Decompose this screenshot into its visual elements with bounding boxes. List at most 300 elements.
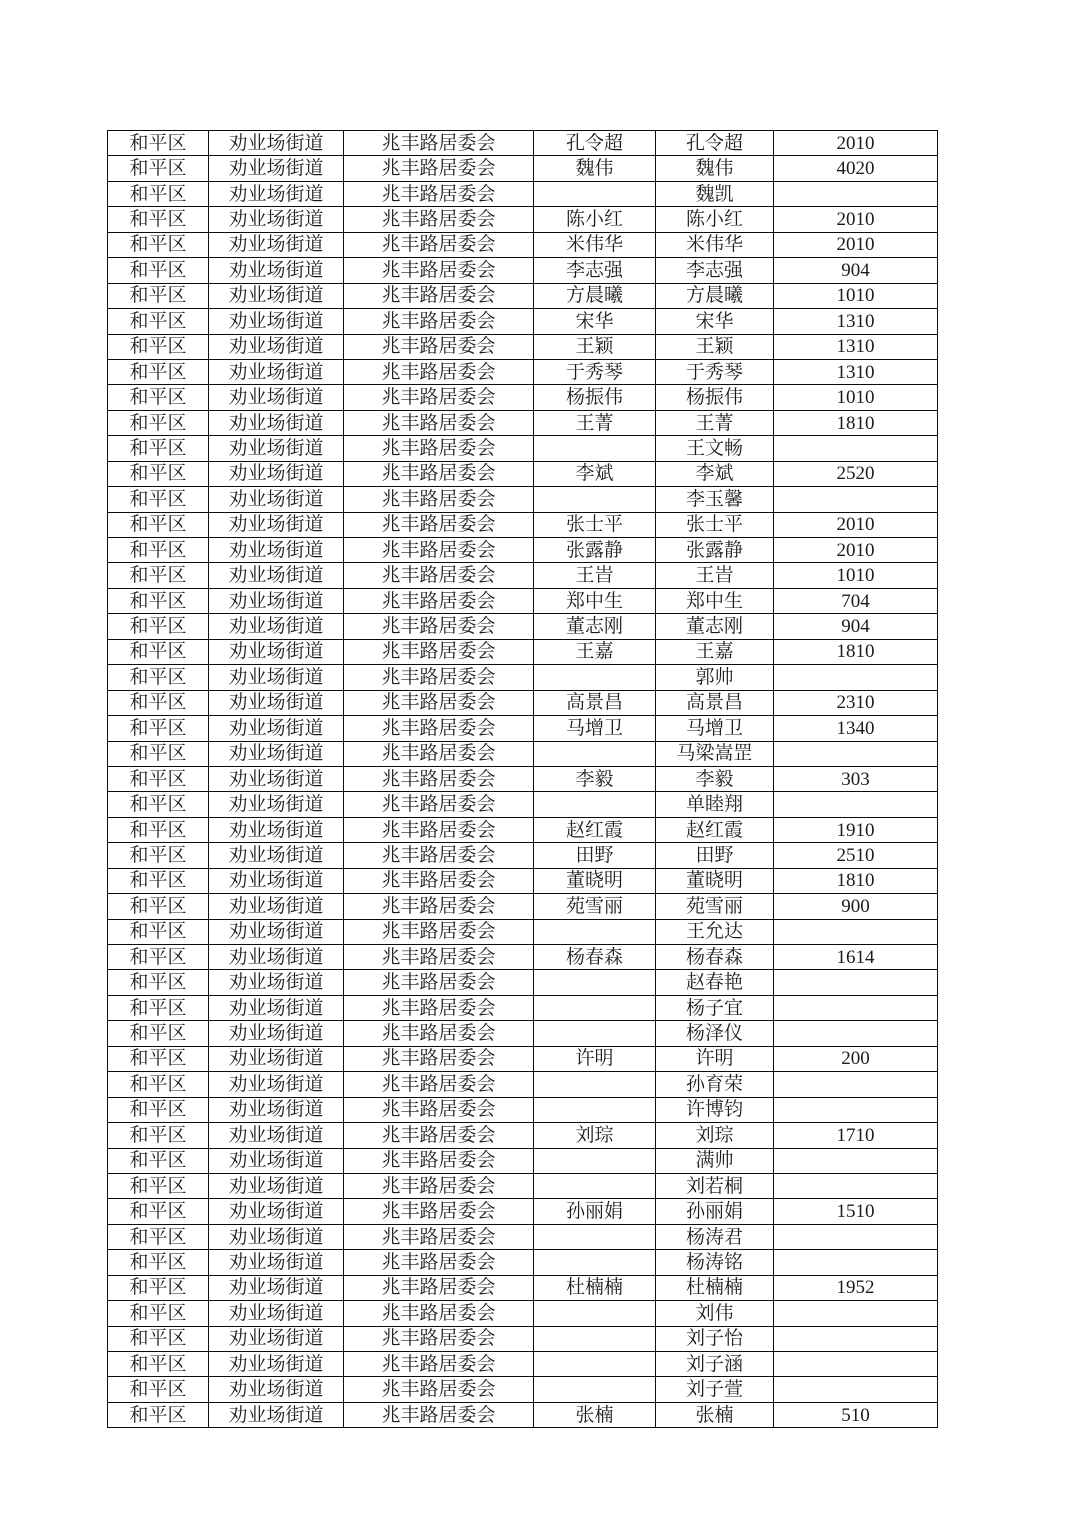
table-row <box>108 817 938 842</box>
table-row <box>108 385 938 410</box>
cell-committee: 兆丰路居委会 <box>344 156 534 181</box>
cell-name: 王颖 <box>534 334 656 359</box>
cell-street: 劝业场街道 <box>209 588 344 613</box>
cell-street: 劝业场街道 <box>209 131 344 156</box>
cell-street: 劝业场街道 <box>209 283 344 308</box>
cell-street: 劝业场街道 <box>209 1123 344 1148</box>
table-row <box>108 181 938 206</box>
cell-amount <box>774 1377 938 1402</box>
cell-committee: 兆丰路居委会 <box>344 614 534 639</box>
table-row <box>108 1021 938 1046</box>
cell-amount: 2010 <box>774 131 938 156</box>
cell-amount: 2520 <box>774 461 938 486</box>
cell-name-confirm: 王旹 <box>656 563 774 588</box>
table-row <box>108 995 938 1020</box>
cell-street: 劝业场街道 <box>209 995 344 1020</box>
cell-committee: 兆丰路居委会 <box>344 843 534 868</box>
cell-district: 和平区 <box>108 385 209 410</box>
cell-committee: 兆丰路居委会 <box>344 1046 534 1071</box>
cell-district: 和平区 <box>108 970 209 995</box>
cell-amount <box>774 970 938 995</box>
table-row <box>108 1224 938 1249</box>
cell-street: 劝业场街道 <box>209 1199 344 1224</box>
cell-district: 和平区 <box>108 614 209 639</box>
cell-name-confirm: 于秀琴 <box>656 359 774 384</box>
cell-district: 和平区 <box>108 665 209 690</box>
cell-street: 劝业场街道 <box>209 461 344 486</box>
cell-district: 和平区 <box>108 410 209 435</box>
cell-name-confirm: 方晨曦 <box>656 283 774 308</box>
cell-district: 和平区 <box>108 919 209 944</box>
cell-amount <box>774 1072 938 1097</box>
cell-committee: 兆丰路居委会 <box>344 1199 534 1224</box>
cell-street: 劝业场街道 <box>209 766 344 791</box>
table-row <box>108 868 938 893</box>
cell-committee: 兆丰路居委会 <box>344 131 534 156</box>
cell-amount <box>774 995 938 1020</box>
cell-district: 和平区 <box>108 309 209 334</box>
cell-street: 劝业场街道 <box>209 817 344 842</box>
table-row <box>108 410 938 435</box>
cell-district: 和平区 <box>108 766 209 791</box>
cell-name-confirm: 王菁 <box>656 410 774 435</box>
cell-district: 和平区 <box>108 258 209 283</box>
cell-street: 劝业场街道 <box>209 1224 344 1249</box>
cell-amount <box>774 1021 938 1046</box>
cell-street: 劝业场街道 <box>209 512 344 537</box>
cell-name: 张士平 <box>534 512 656 537</box>
cell-amount <box>774 1352 938 1377</box>
cell-street: 劝业场街道 <box>209 1275 344 1300</box>
cell-name-confirm: 苑雪丽 <box>656 894 774 919</box>
cell-name-confirm: 陈小红 <box>656 207 774 232</box>
cell-street: 劝业场街道 <box>209 945 344 970</box>
table-row <box>108 1148 938 1173</box>
cell-street: 劝业场街道 <box>209 792 344 817</box>
cell-amount: 904 <box>774 614 938 639</box>
cell-committee: 兆丰路居委会 <box>344 359 534 384</box>
cell-committee: 兆丰路居委会 <box>344 1301 534 1326</box>
table-row <box>108 639 938 664</box>
table-row <box>108 588 938 613</box>
table-row <box>108 665 938 690</box>
cell-amount: 1952 <box>774 1275 938 1300</box>
cell-name-confirm: 董晓明 <box>656 868 774 893</box>
table-row <box>108 1097 938 1122</box>
cell-street: 劝业场街道 <box>209 156 344 181</box>
cell-amount: 1310 <box>774 334 938 359</box>
cell-district: 和平区 <box>108 1021 209 1046</box>
cell-name-confirm: 单睦翔 <box>656 792 774 817</box>
table-row <box>108 232 938 257</box>
table-row <box>108 1046 938 1071</box>
cell-name-confirm: 张士平 <box>656 512 774 537</box>
cell-committee: 兆丰路居委会 <box>344 461 534 486</box>
cell-street: 劝业场街道 <box>209 639 344 664</box>
cell-name: 于秀琴 <box>534 359 656 384</box>
cell-district: 和平区 <box>108 792 209 817</box>
cell-name-confirm: 杨泽仪 <box>656 1021 774 1046</box>
cell-street: 劝业场街道 <box>209 359 344 384</box>
cell-name <box>534 1148 656 1173</box>
cell-name-confirm: 刘若桐 <box>656 1173 774 1198</box>
cell-name: 张楠 <box>534 1402 656 1427</box>
cell-name <box>534 1097 656 1122</box>
table-row <box>108 436 938 461</box>
cell-amount: 704 <box>774 588 938 613</box>
cell-committee: 兆丰路居委会 <box>344 538 534 563</box>
cell-name <box>534 919 656 944</box>
cell-committee: 兆丰路居委会 <box>344 665 534 690</box>
cell-name-confirm: 王允达 <box>656 919 774 944</box>
cell-name: 方晨曦 <box>534 283 656 308</box>
cell-committee: 兆丰路居委会 <box>344 690 534 715</box>
cell-district: 和平区 <box>108 1352 209 1377</box>
cell-street: 劝业场街道 <box>209 919 344 944</box>
cell-name: 董志刚 <box>534 614 656 639</box>
cell-district: 和平区 <box>108 1402 209 1427</box>
cell-name-confirm: 满帅 <box>656 1148 774 1173</box>
cell-name-confirm: 王文畅 <box>656 436 774 461</box>
table-row <box>108 359 938 384</box>
cell-district: 和平区 <box>108 1072 209 1097</box>
cell-name <box>534 487 656 512</box>
cell-name: 张露静 <box>534 538 656 563</box>
cell-street: 劝业场街道 <box>209 665 344 690</box>
table-row <box>108 334 938 359</box>
cell-name-confirm: 马增卫 <box>656 716 774 741</box>
cell-district: 和平区 <box>108 283 209 308</box>
cell-name <box>534 436 656 461</box>
cell-name: 王旹 <box>534 563 656 588</box>
cell-street: 劝业场街道 <box>209 894 344 919</box>
table-row <box>108 1326 938 1351</box>
cell-name: 李斌 <box>534 461 656 486</box>
cell-district: 和平区 <box>108 563 209 588</box>
cell-amount: 900 <box>774 894 938 919</box>
cell-name: 孔令超 <box>534 131 656 156</box>
cell-committee: 兆丰路居委会 <box>344 1352 534 1377</box>
cell-amount <box>774 487 938 512</box>
cell-street: 劝业场街道 <box>209 334 344 359</box>
cell-street: 劝业场街道 <box>209 181 344 206</box>
cell-street: 劝业场街道 <box>209 232 344 257</box>
cell-street: 劝业场街道 <box>209 1377 344 1402</box>
table-row <box>108 1377 938 1402</box>
cell-amount: 1710 <box>774 1123 938 1148</box>
cell-street: 劝业场街道 <box>209 538 344 563</box>
cell-name-confirm: 魏凯 <box>656 181 774 206</box>
cell-amount <box>774 792 938 817</box>
cell-amount <box>774 1173 938 1198</box>
cell-name: 陈小红 <box>534 207 656 232</box>
cell-name-confirm: 田野 <box>656 843 774 868</box>
cell-district: 和平区 <box>108 868 209 893</box>
cell-amount: 2010 <box>774 232 938 257</box>
table-row <box>108 156 938 181</box>
table-row <box>108 487 938 512</box>
cell-district: 和平区 <box>108 894 209 919</box>
cell-name <box>534 1377 656 1402</box>
cell-committee: 兆丰路居委会 <box>344 410 534 435</box>
cell-committee: 兆丰路居委会 <box>344 1224 534 1249</box>
table-body <box>108 131 938 1428</box>
cell-name: 王菁 <box>534 410 656 435</box>
cell-committee: 兆丰路居委会 <box>344 945 534 970</box>
cell-district: 和平区 <box>108 436 209 461</box>
cell-street: 劝业场街道 <box>209 436 344 461</box>
table-row <box>108 792 938 817</box>
cell-district: 和平区 <box>108 716 209 741</box>
cell-committee: 兆丰路居委会 <box>344 1021 534 1046</box>
cell-committee: 兆丰路居委会 <box>344 1072 534 1097</box>
cell-name-confirm: 许博钧 <box>656 1097 774 1122</box>
cell-committee: 兆丰路居委会 <box>344 919 534 944</box>
cell-name <box>534 1326 656 1351</box>
cell-street: 劝业场街道 <box>209 1173 344 1198</box>
cell-street: 劝业场街道 <box>209 309 344 334</box>
cell-name: 魏伟 <box>534 156 656 181</box>
table-row <box>108 1199 938 1224</box>
cell-committee: 兆丰路居委会 <box>344 1097 534 1122</box>
cell-amount <box>774 1301 938 1326</box>
cell-amount <box>774 665 938 690</box>
table-row <box>108 1173 938 1198</box>
cell-name-confirm: 郭帅 <box>656 665 774 690</box>
cell-name-confirm: 郑中生 <box>656 588 774 613</box>
table-row <box>108 309 938 334</box>
cell-committee: 兆丰路居委会 <box>344 1173 534 1198</box>
table-row <box>108 1352 938 1377</box>
cell-committee: 兆丰路居委会 <box>344 1148 534 1173</box>
table-row <box>108 131 938 156</box>
cell-name-confirm: 李毅 <box>656 766 774 791</box>
cell-district: 和平区 <box>108 207 209 232</box>
cell-committee: 兆丰路居委会 <box>344 283 534 308</box>
cell-name: 赵红霞 <box>534 817 656 842</box>
cell-committee: 兆丰路居委会 <box>344 1377 534 1402</box>
cell-street: 劝业场街道 <box>209 1326 344 1351</box>
table-row <box>108 1275 938 1300</box>
cell-district: 和平区 <box>108 1173 209 1198</box>
cell-district: 和平区 <box>108 1275 209 1300</box>
cell-name-confirm: 刘子萱 <box>656 1377 774 1402</box>
table-row <box>108 1402 938 1427</box>
cell-name-confirm: 马梁嵩罡 <box>656 741 774 766</box>
cell-committee: 兆丰路居委会 <box>344 716 534 741</box>
cell-district: 和平区 <box>108 1377 209 1402</box>
cell-committee: 兆丰路居委会 <box>344 894 534 919</box>
table-row <box>108 945 938 970</box>
cell-district: 和平区 <box>108 817 209 842</box>
cell-name <box>534 741 656 766</box>
cell-amount <box>774 436 938 461</box>
cell-district: 和平区 <box>108 232 209 257</box>
cell-district: 和平区 <box>108 1326 209 1351</box>
table-row <box>108 1123 938 1148</box>
cell-name: 苑雪丽 <box>534 894 656 919</box>
cell-name-confirm: 董志刚 <box>656 614 774 639</box>
cell-name <box>534 181 656 206</box>
cell-amount: 2010 <box>774 207 938 232</box>
cell-name: 杨振伟 <box>534 385 656 410</box>
table-row <box>108 843 938 868</box>
cell-name <box>534 1072 656 1097</box>
cell-name-confirm: 李玉馨 <box>656 487 774 512</box>
cell-district: 和平区 <box>108 1148 209 1173</box>
cell-street: 劝业场街道 <box>209 1046 344 1071</box>
cell-district: 和平区 <box>108 1250 209 1275</box>
cell-committee: 兆丰路居委会 <box>344 639 534 664</box>
cell-name: 李毅 <box>534 766 656 791</box>
cell-name-confirm: 刘子怡 <box>656 1326 774 1351</box>
cell-district: 和平区 <box>108 538 209 563</box>
cell-district: 和平区 <box>108 1301 209 1326</box>
cell-name: 许明 <box>534 1046 656 1071</box>
cell-street: 劝业场街道 <box>209 868 344 893</box>
cell-committee: 兆丰路居委会 <box>344 385 534 410</box>
cell-street: 劝业场街道 <box>209 1148 344 1173</box>
cell-district: 和平区 <box>108 1046 209 1071</box>
cell-district: 和平区 <box>108 690 209 715</box>
cell-name <box>534 1224 656 1249</box>
cell-amount: 303 <box>774 766 938 791</box>
cell-committee: 兆丰路居委会 <box>344 1123 534 1148</box>
cell-street: 劝业场街道 <box>209 1021 344 1046</box>
cell-amount <box>774 1326 938 1351</box>
cell-street: 劝业场街道 <box>209 690 344 715</box>
cell-district: 和平区 <box>108 1199 209 1224</box>
cell-committee: 兆丰路居委会 <box>344 207 534 232</box>
cell-street: 劝业场街道 <box>209 410 344 435</box>
cell-name-confirm: 杨涛铭 <box>656 1250 774 1275</box>
table-row <box>108 614 938 639</box>
cell-amount: 200 <box>774 1046 938 1071</box>
cell-amount: 2010 <box>774 538 938 563</box>
cell-name: 杨春森 <box>534 945 656 970</box>
cell-district: 和平区 <box>108 156 209 181</box>
table-row <box>108 741 938 766</box>
cell-name-confirm: 魏伟 <box>656 156 774 181</box>
cell-name-confirm: 杨涛君 <box>656 1224 774 1249</box>
cell-name-confirm: 孔令超 <box>656 131 774 156</box>
cell-committee: 兆丰路居委会 <box>344 563 534 588</box>
cell-name <box>534 995 656 1020</box>
cell-amount: 1010 <box>774 385 938 410</box>
table-row <box>108 716 938 741</box>
table-row <box>108 283 938 308</box>
cell-name <box>534 1250 656 1275</box>
cell-street: 劝业场街道 <box>209 1072 344 1097</box>
cell-amount: 2510 <box>774 843 938 868</box>
cell-name: 田野 <box>534 843 656 868</box>
cell-name: 马增卫 <box>534 716 656 741</box>
table-row <box>108 894 938 919</box>
table-row <box>108 538 938 563</box>
cell-street: 劝业场街道 <box>209 614 344 639</box>
cell-name-confirm: 赵春艳 <box>656 970 774 995</box>
cell-district: 和平区 <box>108 334 209 359</box>
table-row <box>108 766 938 791</box>
cell-name-confirm: 李志强 <box>656 258 774 283</box>
cell-amount <box>774 1224 938 1249</box>
cell-name: 王嘉 <box>534 639 656 664</box>
cell-committee: 兆丰路居委会 <box>344 792 534 817</box>
cell-name-confirm: 杜楠楠 <box>656 1275 774 1300</box>
cell-name-confirm: 孙育荣 <box>656 1072 774 1097</box>
cell-street: 劝业场街道 <box>209 385 344 410</box>
cell-amount: 510 <box>774 1402 938 1427</box>
table-row <box>108 1250 938 1275</box>
table-row <box>108 970 938 995</box>
cell-committee: 兆丰路居委会 <box>344 309 534 334</box>
cell-amount <box>774 1097 938 1122</box>
cell-name: 宋华 <box>534 309 656 334</box>
cell-amount: 1010 <box>774 283 938 308</box>
cell-committee: 兆丰路居委会 <box>344 1250 534 1275</box>
cell-name: 刘琮 <box>534 1123 656 1148</box>
cell-committee: 兆丰路居委会 <box>344 817 534 842</box>
cell-name-confirm: 孙丽娟 <box>656 1199 774 1224</box>
cell-amount: 1310 <box>774 359 938 384</box>
cell-name-confirm: 许明 <box>656 1046 774 1071</box>
table-row <box>108 512 938 537</box>
cell-name: 杜楠楠 <box>534 1275 656 1300</box>
table-row <box>108 207 938 232</box>
cell-amount: 1810 <box>774 868 938 893</box>
cell-committee: 兆丰路居委会 <box>344 868 534 893</box>
table-row <box>108 1072 938 1097</box>
cell-name-confirm: 宋华 <box>656 309 774 334</box>
cell-name: 米伟华 <box>534 232 656 257</box>
cell-name <box>534 1173 656 1198</box>
cell-district: 和平区 <box>108 461 209 486</box>
cell-name-confirm: 王颖 <box>656 334 774 359</box>
cell-amount <box>774 919 938 944</box>
cell-district: 和平区 <box>108 945 209 970</box>
cell-name-confirm: 刘琮 <box>656 1123 774 1148</box>
cell-committee: 兆丰路居委会 <box>344 436 534 461</box>
cell-name <box>534 1352 656 1377</box>
cell-amount: 1810 <box>774 410 938 435</box>
cell-name-confirm: 米伟华 <box>656 232 774 257</box>
cell-district: 和平区 <box>108 512 209 537</box>
cell-name: 李志强 <box>534 258 656 283</box>
cell-street: 劝业场街道 <box>209 258 344 283</box>
cell-name-confirm: 王嘉 <box>656 639 774 664</box>
cell-name <box>534 792 656 817</box>
cell-committee: 兆丰路居委会 <box>344 1402 534 1427</box>
cell-district: 和平区 <box>108 359 209 384</box>
cell-amount: 1310 <box>774 309 938 334</box>
cell-district: 和平区 <box>108 588 209 613</box>
cell-street: 劝业场街道 <box>209 1402 344 1427</box>
cell-name: 高景昌 <box>534 690 656 715</box>
cell-name-confirm: 赵红霞 <box>656 817 774 842</box>
cell-district: 和平区 <box>108 1123 209 1148</box>
cell-name: 董晓明 <box>534 868 656 893</box>
cell-amount: 1510 <box>774 1199 938 1224</box>
cell-street: 劝业场街道 <box>209 487 344 512</box>
cell-amount: 904 <box>774 258 938 283</box>
cell-district: 和平区 <box>108 995 209 1020</box>
cell-street: 劝业场街道 <box>209 970 344 995</box>
cell-committee: 兆丰路居委会 <box>344 1326 534 1351</box>
cell-amount: 1010 <box>774 563 938 588</box>
cell-name-confirm: 刘伟 <box>656 1301 774 1326</box>
cell-street: 劝业场街道 <box>209 716 344 741</box>
table-row <box>108 258 938 283</box>
